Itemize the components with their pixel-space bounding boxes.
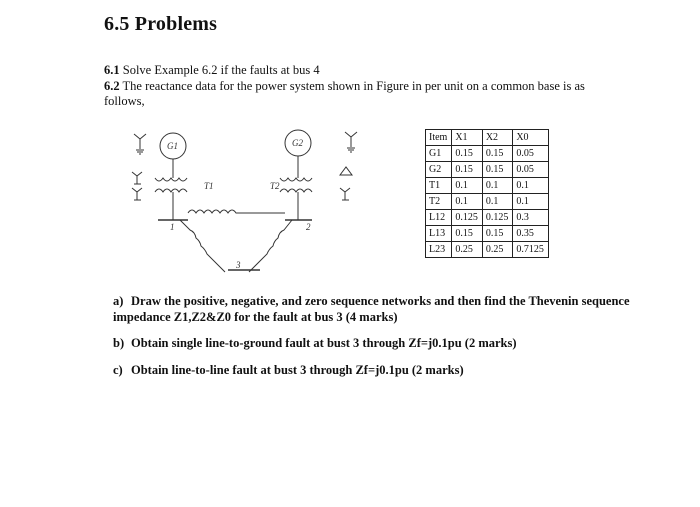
table-cell: 0.1 xyxy=(482,178,513,194)
table-row xyxy=(426,178,549,194)
transformer-t2-secondary xyxy=(280,189,312,192)
table-cell: 0.15 xyxy=(482,162,513,178)
table-header: Item xyxy=(426,130,452,146)
reactance-table xyxy=(425,129,549,258)
table-row xyxy=(426,242,549,258)
table-cell: 0.1 xyxy=(513,194,549,210)
question-label: a) xyxy=(113,294,124,308)
problem-6-2 xyxy=(104,79,614,109)
table-header-row xyxy=(426,130,549,146)
line-l12 xyxy=(188,210,276,213)
line-l23 xyxy=(249,220,292,272)
question-b xyxy=(113,335,517,351)
table-cell: 0.125 xyxy=(452,210,483,226)
table-cell: 0.1 xyxy=(452,194,483,210)
table-row xyxy=(426,194,549,210)
table-cell: 0.25 xyxy=(482,242,513,258)
table-cell: 0.1 xyxy=(513,178,549,194)
question-label: c) xyxy=(113,363,123,377)
table-cell: 0.15 xyxy=(482,146,513,162)
delta-connection-icon xyxy=(340,167,352,175)
power-system-diagram xyxy=(120,120,370,280)
table-row xyxy=(426,226,549,242)
table-cell: 0.1 xyxy=(482,194,513,210)
generator-label-g1: G1 xyxy=(167,141,178,151)
table-row xyxy=(426,210,549,226)
table-cell: 0.15 xyxy=(452,162,483,178)
problem-6-1 xyxy=(104,63,320,78)
table-cell: 0.1 xyxy=(452,178,483,194)
question-text: Obtain line-to-line fault at bust 3 through Zf=j0.1pu (2 marks) xyxy=(131,363,464,377)
section-title: 6.5 Problems xyxy=(104,13,218,35)
table-cell: 0.15 xyxy=(482,226,513,242)
question-text: Draw the positive, negative, and zero sequence networks and then find the Thevenin sequence impedance Z1,Z2&Z0 for the fault at bus 3 (4 marks) xyxy=(113,294,630,324)
line-l13 xyxy=(180,220,225,272)
table-cell: L23 xyxy=(426,242,452,258)
generator-label-g2: G2 xyxy=(292,138,303,148)
table-row xyxy=(426,146,549,162)
ground-icon xyxy=(134,134,146,154)
question-text: Obtain single line-to-ground fault at bust 3 through Zf=j0.1pu (2 marks) xyxy=(131,336,517,350)
table-cell: 0.3 xyxy=(513,210,549,226)
table-cell: T2 xyxy=(426,194,452,210)
problem-text: The reactance data for the power system shown in Figure in per unit on a common base is as follows, xyxy=(104,79,585,108)
question-label: b) xyxy=(113,336,125,350)
table-cell: 0.05 xyxy=(513,146,549,162)
table-cell: 0.7125 xyxy=(513,242,549,258)
problem-text: Solve Example 6.2 if the faults at bus 4 xyxy=(122,63,320,77)
table-cell: 0.05 xyxy=(513,162,549,178)
question-a xyxy=(113,293,633,325)
table-cell: G2 xyxy=(426,162,452,178)
table-cell: 0.25 xyxy=(452,242,483,258)
bus-label-3: 3 xyxy=(236,260,241,270)
table-cell: 0.15 xyxy=(452,226,483,242)
table-header: X2 xyxy=(482,130,513,146)
ground-icon xyxy=(340,188,350,200)
ground-icon xyxy=(345,132,357,152)
table-cell: L13 xyxy=(426,226,452,242)
table-cell: 0.125 xyxy=(482,210,513,226)
table-header: X0 xyxy=(513,130,549,146)
problem-number: 6.2 xyxy=(104,79,120,93)
table-cell: 0.35 xyxy=(513,226,549,242)
table-header: X1 xyxy=(452,130,483,146)
transformer-label-t2: T2 xyxy=(270,181,280,191)
table-cell: G1 xyxy=(426,146,452,162)
transformer-t2-primary xyxy=(280,178,312,181)
question-c xyxy=(113,362,464,378)
table-cell: 0.15 xyxy=(452,146,483,162)
problem-number: 6.1 xyxy=(104,63,120,77)
ground-icon xyxy=(132,188,142,200)
bus-label-1: 1 xyxy=(170,222,175,232)
transformer-t1-primary xyxy=(155,178,187,181)
table-cell: T1 xyxy=(426,178,452,194)
table-row xyxy=(426,162,549,178)
transformer-t1-secondary xyxy=(155,189,187,192)
table-cell: L12 xyxy=(426,210,452,226)
transformer-label-t1: T1 xyxy=(204,181,214,191)
ground-icon xyxy=(132,172,142,184)
bus-label-2: 2 xyxy=(306,222,311,232)
